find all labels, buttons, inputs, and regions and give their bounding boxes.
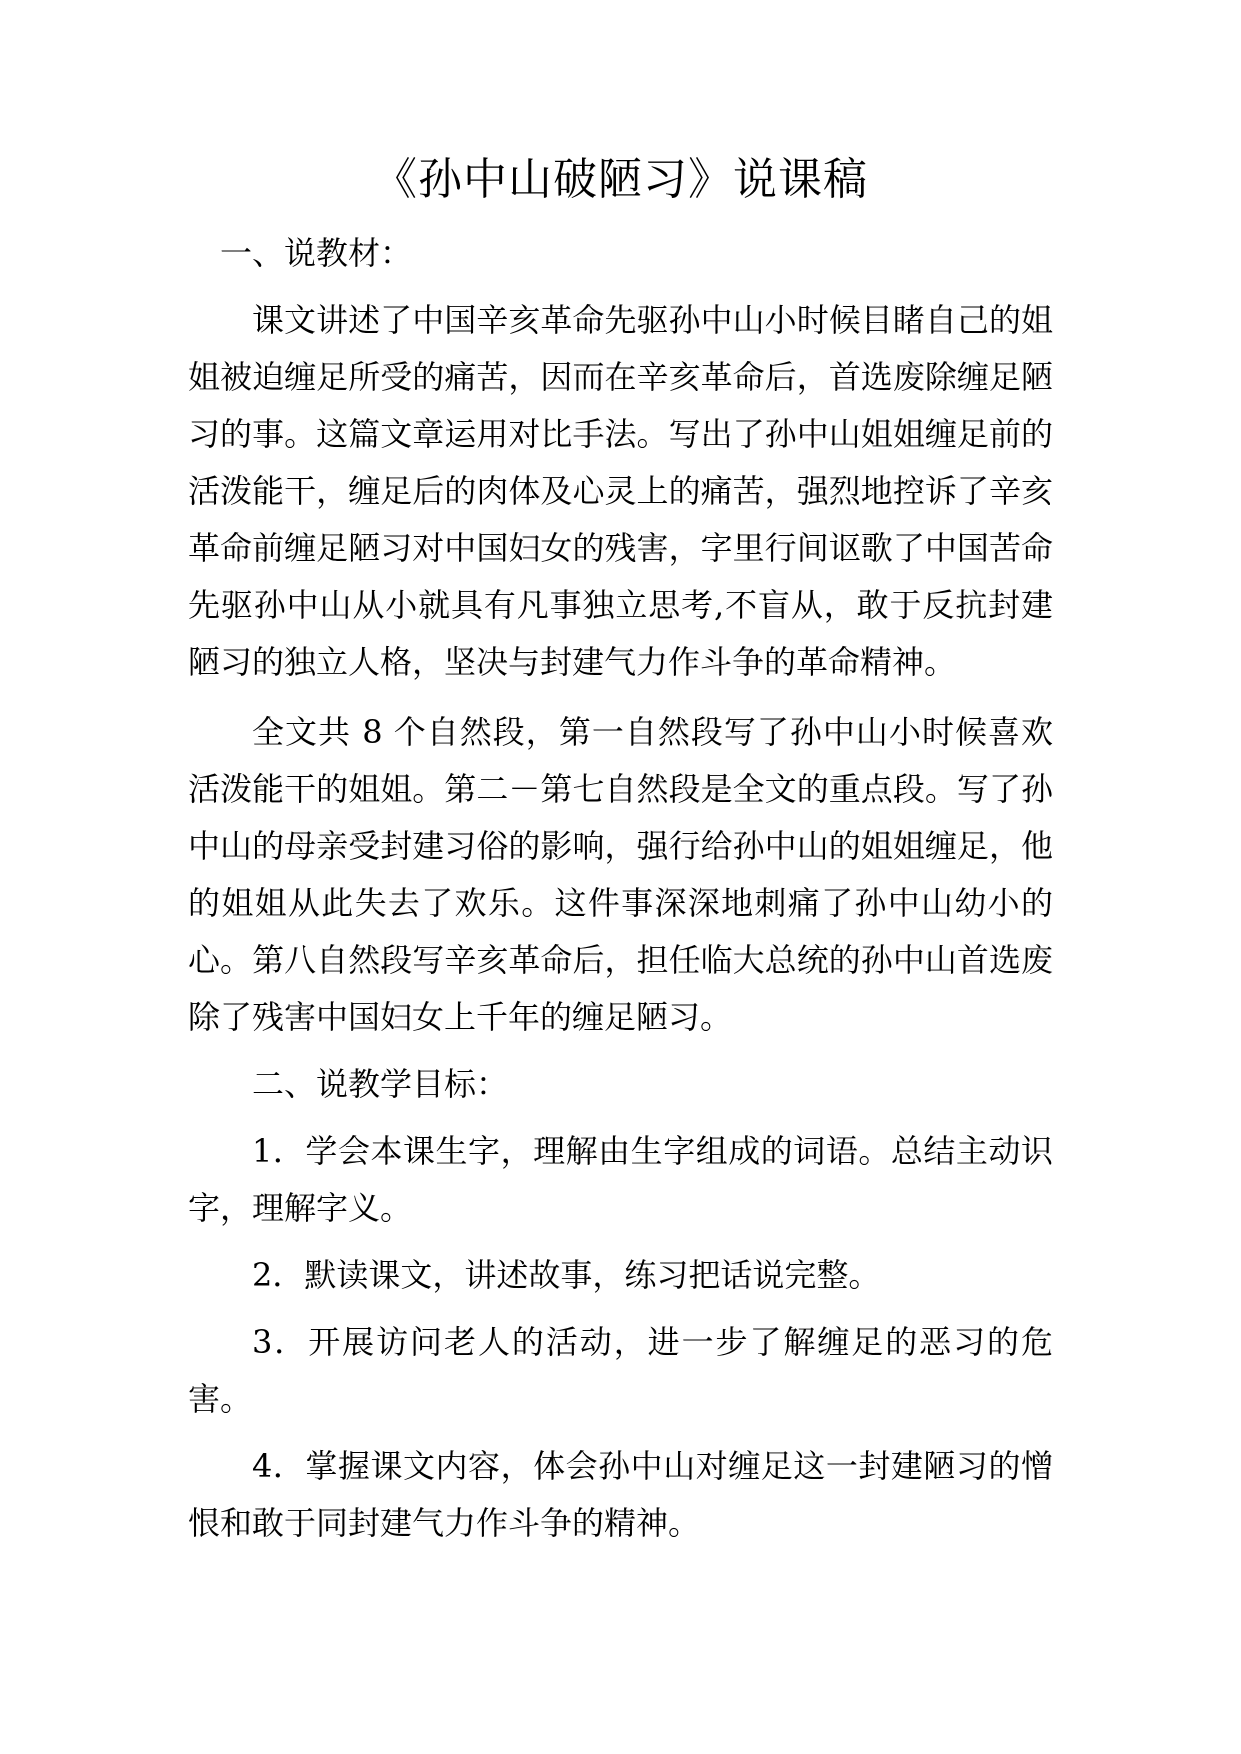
goal-item-4: 4．掌握课文内容，体会孙中山对缠足这一封建陋习的憎恨和敢于同封建气力作斗争的精神。	[188, 1447, 1053, 1542]
document-body	[188, 225, 1053, 1552]
paragraph-textbook-summary: 课文讲述了中国辛亥革命先驱孙中山小时候目睹自己的姐姐被迫缠足所受的痛苦，因而在辛亥革命后，首选废除缠足陋习的事。这篇文章运用对比手法。写出了孙中山姐姐缠足前的活泼能干，缠足后的肉体及心灵上的痛苦，强烈地控诉了辛亥革命前缠足陋习对中国妇女的残害，字里行间讴歌了中国苦命先驱孙中山从小就具有凡事独立思考,不盲从，敢于反抗封建陋习的独立人格，坚决与封建气力作斗争的革命精神。	[188, 301, 1053, 681]
document-title: 《孙中山破陋习》说课稿	[373, 154, 868, 205]
section-heading-textbook: 一、说教材：	[220, 234, 413, 272]
goal-item-1: 1．学会本课生字，理解由生字组成的词语。总结主动识字，理解字义。	[188, 1132, 1053, 1227]
goal-item-2: 2．默读课文，讲述故事，练习把话说完整。	[252, 1256, 881, 1294]
section-heading-teaching-goals: 二、说教学目标：	[252, 1065, 509, 1103]
paragraph-structure-summary: 全文共 8 个自然段，第一自然段写了孙中山小时候喜欢活泼能干的姐姐。第二－第七自然段是全文的重点段。写了孙中山的母亲受封建习俗的影响，强行给孙中山的姐姐缠足，他的姐姐从此失去了欢乐。这件事深深地刺痛了孙中山幼小的心。第八自然段写辛亥革命后，担任临大总统的孙中山首选废除了残害中国妇女上千年的缠足陋习。	[188, 713, 1053, 1036]
goal-item-3: 3．开展访问老人的活动，进一步了解缠足的恶习的危害。	[188, 1323, 1053, 1418]
